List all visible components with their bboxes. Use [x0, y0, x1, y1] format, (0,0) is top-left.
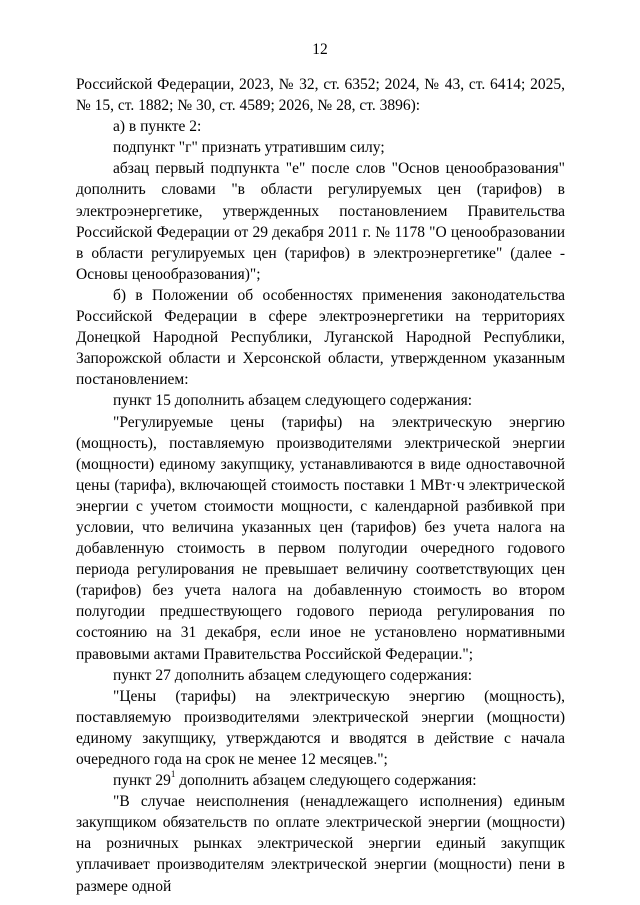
paragraph-subitem-e: абзац первый подпункта "е" после слов "Основ ценообразования" дополнить словами "в области регулируемых цен (тарифов) в электроэнергетике, утвержденных постановлением Правительства Российской Федерации от 29 декабря 2011 г. № 1178 "О ценообразовании в области регулируемых цен (тарифов) в электроэнергетике" (далее - Основы ценообразования)";	[76, 160, 565, 283]
paragraph-continuation: Российской Федерации, 2023, № 32, ст. 6352; 2024, № 43, ст. 6414; 2025, № 15, ст. 1882; № 30, ст. 4589; 2026, № 28, ст. 3896):	[76, 76, 565, 115]
paragraph-item-b: б) в Положении об особенностях применения законодательства Российской Федерации в сфере электроэнергетики на территориях Донецкой Народной Республики, Луганской Народной Республики, Запорожской области и Херсонской области, утвержденном указанным постановлением:	[76, 286, 565, 389]
paragraph-point-27-intro: пункт 27 дополнить абзацем следующего содержания:	[113, 666, 473, 684]
paragraph-point-15-intro: пункт 15 дополнить абзацем следующего содержания:	[113, 392, 473, 410]
paragraph-item-a: а) в пункте 2:	[113, 118, 202, 136]
paragraph-point-29-1-intro	[76, 770, 565, 791]
superscript-marker: 1	[170, 769, 176, 780]
paragraph-subitem-g: подпункт "г" признать утратившим силу;	[113, 139, 385, 157]
paragraph-point-27-text: "Цены (тарифы) на электрическую энергию (мощность), поставляемую производителями электрической энергии (мощности) единому закупщику, утверждаются и вводятся в действие с начала очередного года на срок не менее 12 месяцев.";	[76, 687, 565, 768]
paragraph-point-15-text: "Регулируемые цены (тарифы) на электрическую энергию (мощность), поставляемую производителями электрической энергии (мощности) единому закупщику, устанавливаются в виде одноставочной цены (тарифа), включающей стоимость поставки 1 МВт·ч электрической энергии с учетом стоимости мощности, с календарной разбивкой при условии, что величина указанных цен (тарифов) без учета налога на добавленную стоимость в первом полугодии очередного годового периода регулирования не превышает величину соответствующих цен (тарифов) без учета налога на добавленную стоимость во втором полугодии предшествующего годового периода регулирования по состоянию на 31 декабря, если иное не установлено нормативными правовыми актами Правительства Российской Федерации.";	[76, 413, 565, 663]
page-number: 12	[312, 41, 328, 58]
point-29-intro-rest: дополнить абзацем следующего содержания:	[175, 772, 477, 790]
point-29-label: пункт 29	[113, 772, 171, 790]
document-body	[76, 74, 565, 897]
paragraph-point-29-1-text: "В случае неисполнения (ненадлежащего исполнения) единым закупщиком обязательств по оплате электрической энергии (мощности) на розничных рынках электрической энергии единый закупщик уплачивает производителям электрической энергии (мощности) пени в размере одной	[76, 793, 565, 895]
